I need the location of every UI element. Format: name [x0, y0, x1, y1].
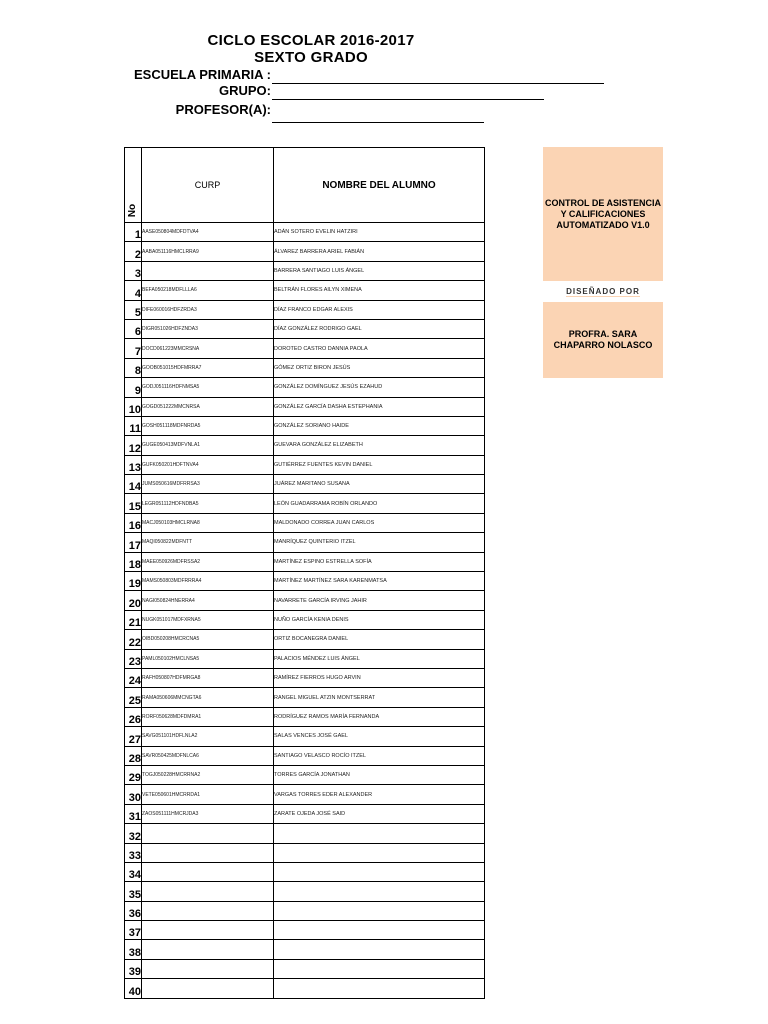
curp-cell[interactable]: AASE050804MDFDTVA4 — [142, 223, 274, 242]
table-row — [125, 300, 485, 319]
column-header-curp: CURP — [142, 148, 274, 223]
curp-cell[interactable]: SAVR050425MDFNLCA6 — [142, 746, 274, 765]
curp-cell[interactable] — [142, 862, 274, 881]
table-row — [125, 513, 485, 532]
row-number-cell[interactable]: 40 — [125, 979, 142, 998]
author-name: PROFRA. SARA CHAPARRO NOLASCO — [553, 329, 653, 350]
table-row — [125, 630, 485, 649]
table-row — [125, 765, 485, 784]
curp-cell[interactable]: RAMA050606MMCNGTA6 — [142, 688, 274, 707]
row-number-cell[interactable]: 20 — [125, 591, 142, 610]
table-row — [125, 610, 485, 629]
curp-cell[interactable]: ZAOS051111HMCRJDA3 — [142, 804, 274, 823]
row-number-cell[interactable]: 22 — [125, 630, 142, 649]
table-row — [125, 242, 485, 261]
row-number-cell[interactable]: 1 — [125, 223, 142, 242]
row-number-cell[interactable]: 15 — [125, 494, 142, 513]
row-number-cell[interactable]: 14 — [125, 475, 142, 494]
table-row — [125, 862, 485, 881]
student-name-cell[interactable]: GUEVARA GONZÁLEZ ELIZABETH — [274, 436, 485, 455]
group-label: GRUPO: — [219, 83, 271, 98]
table-row — [125, 882, 485, 901]
table-row — [125, 940, 485, 959]
row-number-cell[interactable]: 23 — [125, 649, 142, 668]
student-name-cell[interactable] — [274, 940, 485, 959]
table-row — [125, 339, 485, 358]
student-name-cell[interactable]: GÓMEZ ORTIZ BIRON JESÚS — [274, 358, 485, 377]
curp-cell[interactable] — [142, 959, 274, 978]
table-row — [125, 668, 485, 687]
system-title: CONTROL DE ASISTENCIA Y CALIFICACIONES AUTOMATIZADO V1.0 — [544, 197, 661, 230]
page-title: CICLO ESCOLAR 2016-2017 — [207, 32, 415, 49]
curp-cell[interactable]: GUGE050413MDFVNLA1 — [142, 436, 274, 455]
student-name-cell[interactable] — [274, 979, 485, 998]
student-name-cell[interactable]: MARTÍNEZ ESPINO ESTRELLA SOFÍA — [274, 552, 485, 571]
curp-cell[interactable]: RAFH050807HDFMRGA8 — [142, 668, 274, 687]
row-number-cell[interactable]: 37 — [125, 921, 142, 940]
student-name-cell[interactable]: MARTÍNEZ MARTÍNEZ SARA KARENMATSA — [274, 572, 485, 591]
student-name-cell[interactable]: DÍAZ GONZÁLEZ RODRIGO GAEL — [274, 319, 485, 338]
student-name-cell[interactable]: SALAS VENCES JOSÉ GAEL — [274, 727, 485, 746]
curp-cell[interactable] — [142, 261, 274, 280]
row-number-cell[interactable]: 9 — [125, 378, 142, 397]
table-row — [125, 416, 485, 435]
curp-cell[interactable] — [142, 824, 274, 843]
school-field-line[interactable] — [272, 83, 604, 84]
row-number-cell[interactable]: 12 — [125, 436, 142, 455]
student-roster-table — [124, 147, 485, 999]
curp-cell[interactable] — [142, 843, 274, 862]
curp-cell[interactable]: VETE050601HMCRRDA1 — [142, 785, 274, 804]
student-name-cell[interactable]: LEÓN GUADARRAMA ROBÍN ORLANDO — [274, 494, 485, 513]
curp-cell[interactable]: RORF050628MDFDMRA1 — [142, 707, 274, 726]
curp-cell[interactable]: LEGR051112HDFNDBA5 — [142, 494, 274, 513]
curp-cell[interactable]: OIBD050208HMCRCNA5 — [142, 630, 274, 649]
student-name-cell[interactable]: BELTRÁN FLORES AILYN XIMENA — [274, 281, 485, 300]
table-row — [125, 727, 485, 746]
row-number-cell[interactable]: 39 — [125, 959, 142, 978]
column-header-name: NOMBRE DEL ALUMNO — [274, 148, 485, 223]
table-row — [125, 979, 485, 998]
table-row — [125, 552, 485, 571]
table-row — [125, 494, 485, 513]
row-number-cell[interactable]: 6 — [125, 319, 142, 338]
page-subtitle: SEXTO GRADO — [254, 49, 368, 66]
author-box — [543, 302, 663, 378]
curp-cell[interactable]: PAML050102HMCLNSA5 — [142, 649, 274, 668]
table-row — [125, 281, 485, 300]
student-name-cell[interactable]: GONZÁLEZ DOMÍNGUEZ JESÚS EZAHUD — [274, 378, 485, 397]
curp-cell[interactable]: TOGJ050228HMCRRNA2 — [142, 765, 274, 784]
row-number-cell[interactable]: 3 — [125, 261, 142, 280]
curp-cell[interactable]: MAQI050822MDFNTT — [142, 533, 274, 552]
student-name-cell[interactable]: PALACIOS MÉNDEZ LUIS ÁNGEL — [274, 649, 485, 668]
curp-cell[interactable]: JUMS050616MDFRRSA3 — [142, 475, 274, 494]
student-name-cell[interactable]: GUTIÉRREZ FUENTES KEVIN DANIEL — [274, 455, 485, 474]
student-name-cell[interactable]: ÁLVAREZ BARRERA ARIEL FABIÁN — [274, 242, 485, 261]
column-header-number: No — [125, 148, 142, 223]
curp-cell[interactable]: DOCD061223MMCRSNA — [142, 339, 274, 358]
student-name-cell[interactable]: SANTIAGO VELASCO ROCÍO ITZEL — [274, 746, 485, 765]
curp-cell[interactable] — [142, 979, 274, 998]
curp-cell[interactable]: GOOB051015HDFMRRA7 — [142, 358, 274, 377]
row-number-cell[interactable]: 36 — [125, 901, 142, 920]
teacher-field-line[interactable] — [272, 122, 484, 123]
row-number-cell[interactable]: 26 — [125, 707, 142, 726]
row-number-cell[interactable]: 31 — [125, 804, 142, 823]
student-name-cell[interactable]: ORTIZ BOCANEGRA DANIEL — [274, 630, 485, 649]
student-name-cell[interactable]: RODRÍGUEZ RAMOS MARÍA FERNANDA — [274, 707, 485, 726]
student-name-cell[interactable]: ZARATE OJEDA JOSÉ SAID — [274, 804, 485, 823]
student-name-cell[interactable] — [274, 921, 485, 940]
student-name-cell[interactable]: GONZÁLEZ GARCÍA DASHA ESTEPHANIA — [274, 397, 485, 416]
curp-cell[interactable]: NAGI050824HNERRA4 — [142, 591, 274, 610]
roster-body — [125, 223, 485, 999]
row-number-cell[interactable]: 19 — [125, 572, 142, 591]
table-row — [125, 397, 485, 416]
curp-cell[interactable]: AABA051116HMCLRRA9 — [142, 242, 274, 261]
curp-cell[interactable]: SAVG051101HDFLNLA2 — [142, 727, 274, 746]
student-name-cell[interactable]: ADÁN SOTERO EVELIN HATZIRI — [274, 223, 485, 242]
row-number-cell[interactable]: 13 — [125, 455, 142, 474]
table-row — [125, 843, 485, 862]
group-field-line[interactable] — [272, 99, 544, 100]
row-number-cell[interactable]: 21 — [125, 610, 142, 629]
designed-by-label: DISEÑADO POR — [543, 287, 663, 301]
curp-cell[interactable] — [142, 882, 274, 901]
row-number-cell[interactable]: 34 — [125, 862, 142, 881]
curp-cell[interactable]: GOGD051222MMCNRSA — [142, 397, 274, 416]
student-name-cell[interactable]: BARRERA SANTIAGO LUIS ÁNGEL — [274, 261, 485, 280]
table-row — [125, 223, 485, 242]
row-number-cell[interactable]: 30 — [125, 785, 142, 804]
row-number-cell[interactable]: 2 — [125, 242, 142, 261]
table-row — [125, 649, 485, 668]
student-name-cell[interactable]: GONZÁLEZ SORIANO HAIDE — [274, 416, 485, 435]
row-number-cell[interactable]: 28 — [125, 746, 142, 765]
curp-cell[interactable] — [142, 940, 274, 959]
curp-cell[interactable] — [142, 921, 274, 940]
row-number-cell[interactable]: 25 — [125, 688, 142, 707]
row-number-cell[interactable]: 32 — [125, 824, 142, 843]
table-row — [125, 804, 485, 823]
curp-cell[interactable] — [142, 901, 274, 920]
student-name-cell[interactable]: NUÑO GARCÍA KENIA DENIS — [274, 610, 485, 629]
table-row — [125, 746, 485, 765]
curp-cell[interactable]: NUGK051017MDFXRNA5 — [142, 610, 274, 629]
student-name-cell[interactable] — [274, 959, 485, 978]
student-name-cell[interactable] — [274, 843, 485, 862]
table-row — [125, 261, 485, 280]
row-number-cell[interactable]: 27 — [125, 727, 142, 746]
table-header-row — [125, 148, 485, 223]
student-name-cell[interactable] — [274, 862, 485, 881]
curp-cell[interactable]: MAMS050803MDFRRRA4 — [142, 572, 274, 591]
row-number-cell[interactable]: 7 — [125, 339, 142, 358]
row-number-cell[interactable]: 24 — [125, 668, 142, 687]
row-number-cell[interactable]: 38 — [125, 940, 142, 959]
row-number-cell[interactable]: 35 — [125, 882, 142, 901]
table-row — [125, 572, 485, 591]
table-row — [125, 959, 485, 978]
table-row — [125, 901, 485, 920]
student-name-cell[interactable]: MALDONADO CORREA JUAN CARLOS — [274, 513, 485, 532]
table-row — [125, 785, 485, 804]
row-number-cell[interactable]: 10 — [125, 397, 142, 416]
curp-cell[interactable]: MACJ050103HMCLRNA8 — [142, 513, 274, 532]
table-row — [125, 921, 485, 940]
row-number-cell[interactable]: 17 — [125, 533, 142, 552]
student-name-cell[interactable]: VARGAS TORRES EDER ALEXANDER — [274, 785, 485, 804]
row-number-cell[interactable]: 4 — [125, 281, 142, 300]
curp-cell[interactable]: GUFK050201HDFTNVA4 — [142, 455, 274, 474]
row-number-cell[interactable]: 5 — [125, 300, 142, 319]
curp-cell[interactable]: BEFA050218MDFLLLA6 — [142, 281, 274, 300]
table-row — [125, 475, 485, 494]
row-number-cell[interactable]: 18 — [125, 552, 142, 571]
school-label: ESCUELA PRIMARIA : — [134, 67, 271, 82]
table-row — [125, 378, 485, 397]
student-name-cell[interactable]: DOROTEO CASTRO DANNIA PAOLA — [274, 339, 485, 358]
student-name-cell[interactable]: MANRÍQUEZ QUINTERIO ITZEL — [274, 533, 485, 552]
student-name-cell[interactable]: JUÁREZ MARITANO SUSANA — [274, 475, 485, 494]
student-name-cell[interactable]: RAMÍREZ FIERROS HUGO ARVIN — [274, 668, 485, 687]
table-row — [125, 824, 485, 843]
curp-cell[interactable]: DIFE060016HDFZRDA3 — [142, 300, 274, 319]
curp-cell[interactable]: DIGR051026HDFZNDA3 — [142, 319, 274, 338]
student-name-cell[interactable]: DÍAZ FRANCO EDGAR ALEXIS — [274, 300, 485, 319]
student-name-cell[interactable]: RANGEL MIGUEL ATZIN MONTSERRAT — [274, 688, 485, 707]
table-row — [125, 358, 485, 377]
table-row — [125, 533, 485, 552]
table-row — [125, 319, 485, 338]
row-number-cell[interactable]: 8 — [125, 358, 142, 377]
row-number-cell[interactable]: 33 — [125, 843, 142, 862]
row-number-cell[interactable]: 11 — [125, 416, 142, 435]
curp-cell[interactable]: GOSH051118MDFNRDA5 — [142, 416, 274, 435]
table-row — [125, 591, 485, 610]
row-number-cell[interactable]: 16 — [125, 513, 142, 532]
student-name-cell[interactable] — [274, 901, 485, 920]
system-title-box — [543, 147, 663, 281]
student-name-cell[interactable]: NAVARRETE GARCÍA IRVING JAHIR — [274, 591, 485, 610]
table-row — [125, 707, 485, 726]
student-name-cell[interactable]: TORRES GARCÍA JONATHAN — [274, 765, 485, 784]
row-number-cell[interactable]: 29 — [125, 765, 142, 784]
teacher-label: PROFESOR(A): — [175, 102, 271, 117]
table-row — [125, 455, 485, 474]
curp-cell[interactable]: GODJ051116HDFNMSA5 — [142, 378, 274, 397]
table-row — [125, 688, 485, 707]
curp-cell[interactable]: MAEE050926MDFRSSA2 — [142, 552, 274, 571]
table-row — [125, 436, 485, 455]
student-name-cell[interactable] — [274, 882, 485, 901]
student-name-cell[interactable] — [274, 824, 485, 843]
